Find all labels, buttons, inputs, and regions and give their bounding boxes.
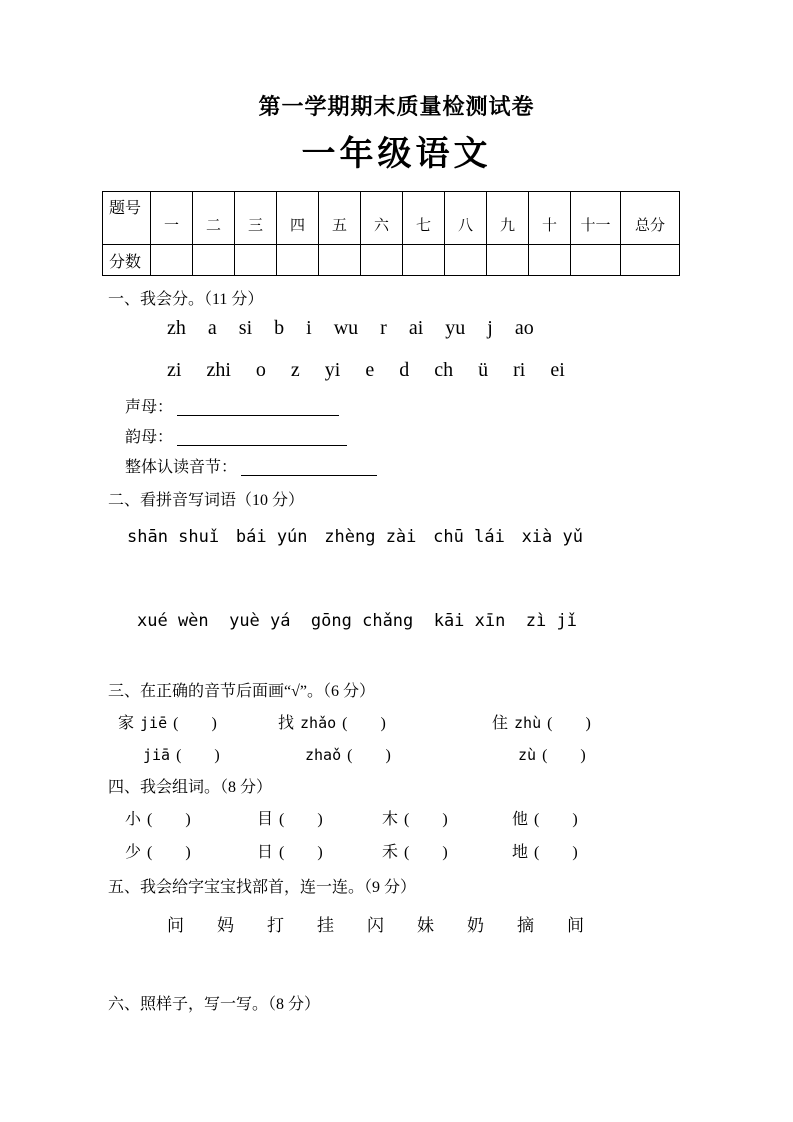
pinyin-letter: b <box>274 317 285 339</box>
base-character: 少 <box>125 844 142 861</box>
question-4-items <box>0 807 793 871</box>
pinyin-word: gōng chǎng <box>310 611 414 631</box>
syllable-option: zhǎo <box>300 714 337 732</box>
paren-close: ) <box>214 747 220 764</box>
question-1-letter-row-2 <box>167 358 565 382</box>
initials-blank-line <box>125 397 339 419</box>
question-3-options <box>0 710 793 774</box>
paren-close: ) <box>317 844 323 861</box>
score-table-column-header: 四 <box>277 192 319 245</box>
pinyin-letter: j <box>487 317 493 339</box>
paren-open: ( <box>279 811 285 828</box>
paren-open: ( <box>547 715 553 732</box>
syllable-choice <box>492 712 591 735</box>
pinyin-letter: e <box>365 359 375 381</box>
pinyin-letter: i <box>306 317 312 339</box>
question-5-heading: 五、我会给字宝宝找部首，连一连。（9 分） <box>108 879 417 896</box>
score-table-column-header: 十 <box>529 192 571 245</box>
paren-open: ( <box>342 715 348 732</box>
score-cell <box>621 245 680 276</box>
syllable-option: zhù <box>514 714 542 732</box>
paren-close: ) <box>185 811 191 828</box>
pinyin-word: xià yǔ <box>521 527 583 547</box>
score-table <box>102 191 680 276</box>
paren-open: ( <box>176 747 182 764</box>
paren-open: ( <box>404 811 410 828</box>
exam-title: 第一学期期末质量检测试卷 <box>258 94 535 119</box>
radical-match-character: 奶 <box>467 916 484 935</box>
radical-match-character: 闪 <box>367 916 384 935</box>
score-cell <box>529 245 571 276</box>
paren-close: ) <box>580 747 586 764</box>
pinyin-word: chū lái <box>433 527 505 547</box>
score-cell <box>235 245 277 276</box>
word-building-item <box>125 809 191 831</box>
pinyin-word: yuè yá <box>229 611 291 631</box>
question-5-characters <box>167 915 584 937</box>
paren-open: ( <box>404 844 410 861</box>
paren-open: ( <box>534 844 540 861</box>
score-table-column-header: 八 <box>445 192 487 245</box>
syllable-choice <box>278 712 386 735</box>
base-character: 地 <box>512 844 529 861</box>
score-table-column-header: 总分 <box>621 192 680 245</box>
score-cell <box>361 245 403 276</box>
paren-close: ) <box>585 715 591 732</box>
radical-match-character: 妈 <box>217 916 234 935</box>
pinyin-word: zhèng zài <box>324 527 417 547</box>
pinyin-letter: wu <box>333 317 359 339</box>
target-character: 住 <box>492 715 509 732</box>
question-2-heading: 二、看拼音写词语（10 分） <box>108 492 305 509</box>
word-building-item <box>257 809 323 831</box>
answer-blank <box>241 459 377 476</box>
paren-open: ( <box>147 844 153 861</box>
base-character: 禾 <box>382 844 399 861</box>
syllable-option: zù <box>518 746 537 764</box>
base-character: 日 <box>257 844 274 861</box>
score-table-column-header: 三 <box>235 192 277 245</box>
radical-match-character: 妹 <box>417 916 434 935</box>
score-table-header-label: 题号 <box>103 192 151 245</box>
syllable-choice <box>143 744 220 767</box>
word-building-item <box>512 809 578 831</box>
score-cell <box>319 245 361 276</box>
score-cell <box>487 245 529 276</box>
radical-match-character: 问 <box>167 916 184 935</box>
paren-open: ( <box>279 844 285 861</box>
question-4-heading: 四、我会组词。（8 分） <box>108 779 273 796</box>
base-character: 他 <box>512 811 529 828</box>
pinyin-letter: a <box>207 317 217 339</box>
score-cell <box>277 245 319 276</box>
score-cell <box>403 245 445 276</box>
target-character: 家 <box>118 715 135 732</box>
question-6-heading: 六、照样子，写一写。（8 分） <box>108 996 321 1013</box>
pinyin-letter: si <box>238 317 253 339</box>
word-building-item <box>257 842 323 864</box>
pinyin-word: xué wèn <box>137 611 209 631</box>
pinyin-letter: ri <box>513 359 526 381</box>
paren-open: ( <box>147 811 153 828</box>
question-1-heading: 一、我会分。（11 分） <box>108 291 264 308</box>
pinyin-word: zì jǐ <box>525 611 577 631</box>
radical-match-character: 打 <box>267 916 284 935</box>
base-character: 木 <box>382 811 399 828</box>
question-3-heading: 三、在正确的音节后面画“√”。（6 分） <box>108 683 375 700</box>
paren-open: ( <box>173 715 179 732</box>
word-building-item <box>125 842 191 864</box>
pinyin-letter: ai <box>408 317 424 339</box>
radical-match-character: 挂 <box>317 916 334 935</box>
score-table-column-header: 一 <box>151 192 193 245</box>
pinyin-letter: yi <box>324 359 341 381</box>
score-table-column-header: 七 <box>403 192 445 245</box>
score-table-column-header: 二 <box>193 192 235 245</box>
score-cell <box>151 245 193 276</box>
paren-close: ) <box>185 844 191 861</box>
question-2-pinyin-row-1 <box>127 526 583 548</box>
paren-close: ) <box>317 811 323 828</box>
pinyin-letter: r <box>380 317 387 339</box>
pinyin-letter: ao <box>514 317 534 339</box>
score-table-column-header: 十一 <box>571 192 621 245</box>
whole-syllables-blank-line <box>125 457 377 479</box>
paren-close: ) <box>572 844 578 861</box>
paren-close: ) <box>572 811 578 828</box>
paren-close: ) <box>442 844 448 861</box>
radical-match-character: 间 <box>567 916 584 935</box>
question-1-letter-row-1 <box>167 316 534 340</box>
paren-open: ( <box>542 747 548 764</box>
syllable-option: jiā <box>143 746 171 764</box>
pinyin-letter: zhi <box>206 359 231 381</box>
whole-syllables-label: 整体认读音节： <box>125 459 238 476</box>
word-building-item <box>382 809 448 831</box>
syllable-option: zhaǒ <box>305 746 342 764</box>
finals-label: 韵母： <box>125 429 174 446</box>
paren-close: ) <box>442 811 448 828</box>
pinyin-letter: d <box>399 359 410 381</box>
paren-open: ( <box>347 747 353 764</box>
score-cell <box>571 245 621 276</box>
syllable-choice <box>305 744 391 767</box>
score-cell <box>445 245 487 276</box>
radical-match-character: 摘 <box>517 916 534 935</box>
pinyin-letter: ü <box>478 359 489 381</box>
word-building-item <box>512 842 578 864</box>
base-character: 小 <box>125 811 142 828</box>
syllable-option: jiē <box>140 714 168 732</box>
pinyin-letter: zh <box>167 317 186 339</box>
target-character: 找 <box>278 715 295 732</box>
paren-close: ) <box>385 747 391 764</box>
word-building-item <box>382 842 448 864</box>
answer-blank <box>177 399 339 416</box>
question-2-pinyin-row-2 <box>137 610 577 632</box>
syllable-choice <box>118 712 217 735</box>
paren-close: ) <box>380 715 386 732</box>
paren-open: ( <box>534 811 540 828</box>
pinyin-word: bái yún <box>235 527 308 547</box>
base-character: 目 <box>257 811 274 828</box>
pinyin-letter: ch <box>434 359 454 381</box>
score-table-column-header: 六 <box>361 192 403 245</box>
pinyin-word: shān shuǐ <box>127 527 220 547</box>
finals-blank-line <box>125 427 347 449</box>
score-table-column-header: 五 <box>319 192 361 245</box>
pinyin-letter: z <box>290 359 300 381</box>
pinyin-letter: yu <box>445 317 466 339</box>
initials-label: 声母： <box>125 399 174 416</box>
pinyin-letter: zi <box>167 359 182 381</box>
pinyin-letter: o <box>255 359 266 381</box>
pinyin-word: kāi xīn <box>433 611 506 631</box>
score-cell <box>193 245 235 276</box>
paren-close: ) <box>211 715 217 732</box>
score-table-column-header: 九 <box>487 192 529 245</box>
answer-blank <box>177 429 347 446</box>
exam-subtitle: 一年级语文 <box>301 135 492 173</box>
score-table-row-label: 分数 <box>103 245 151 276</box>
syllable-choice <box>518 744 586 767</box>
pinyin-letter: ei <box>550 359 565 381</box>
